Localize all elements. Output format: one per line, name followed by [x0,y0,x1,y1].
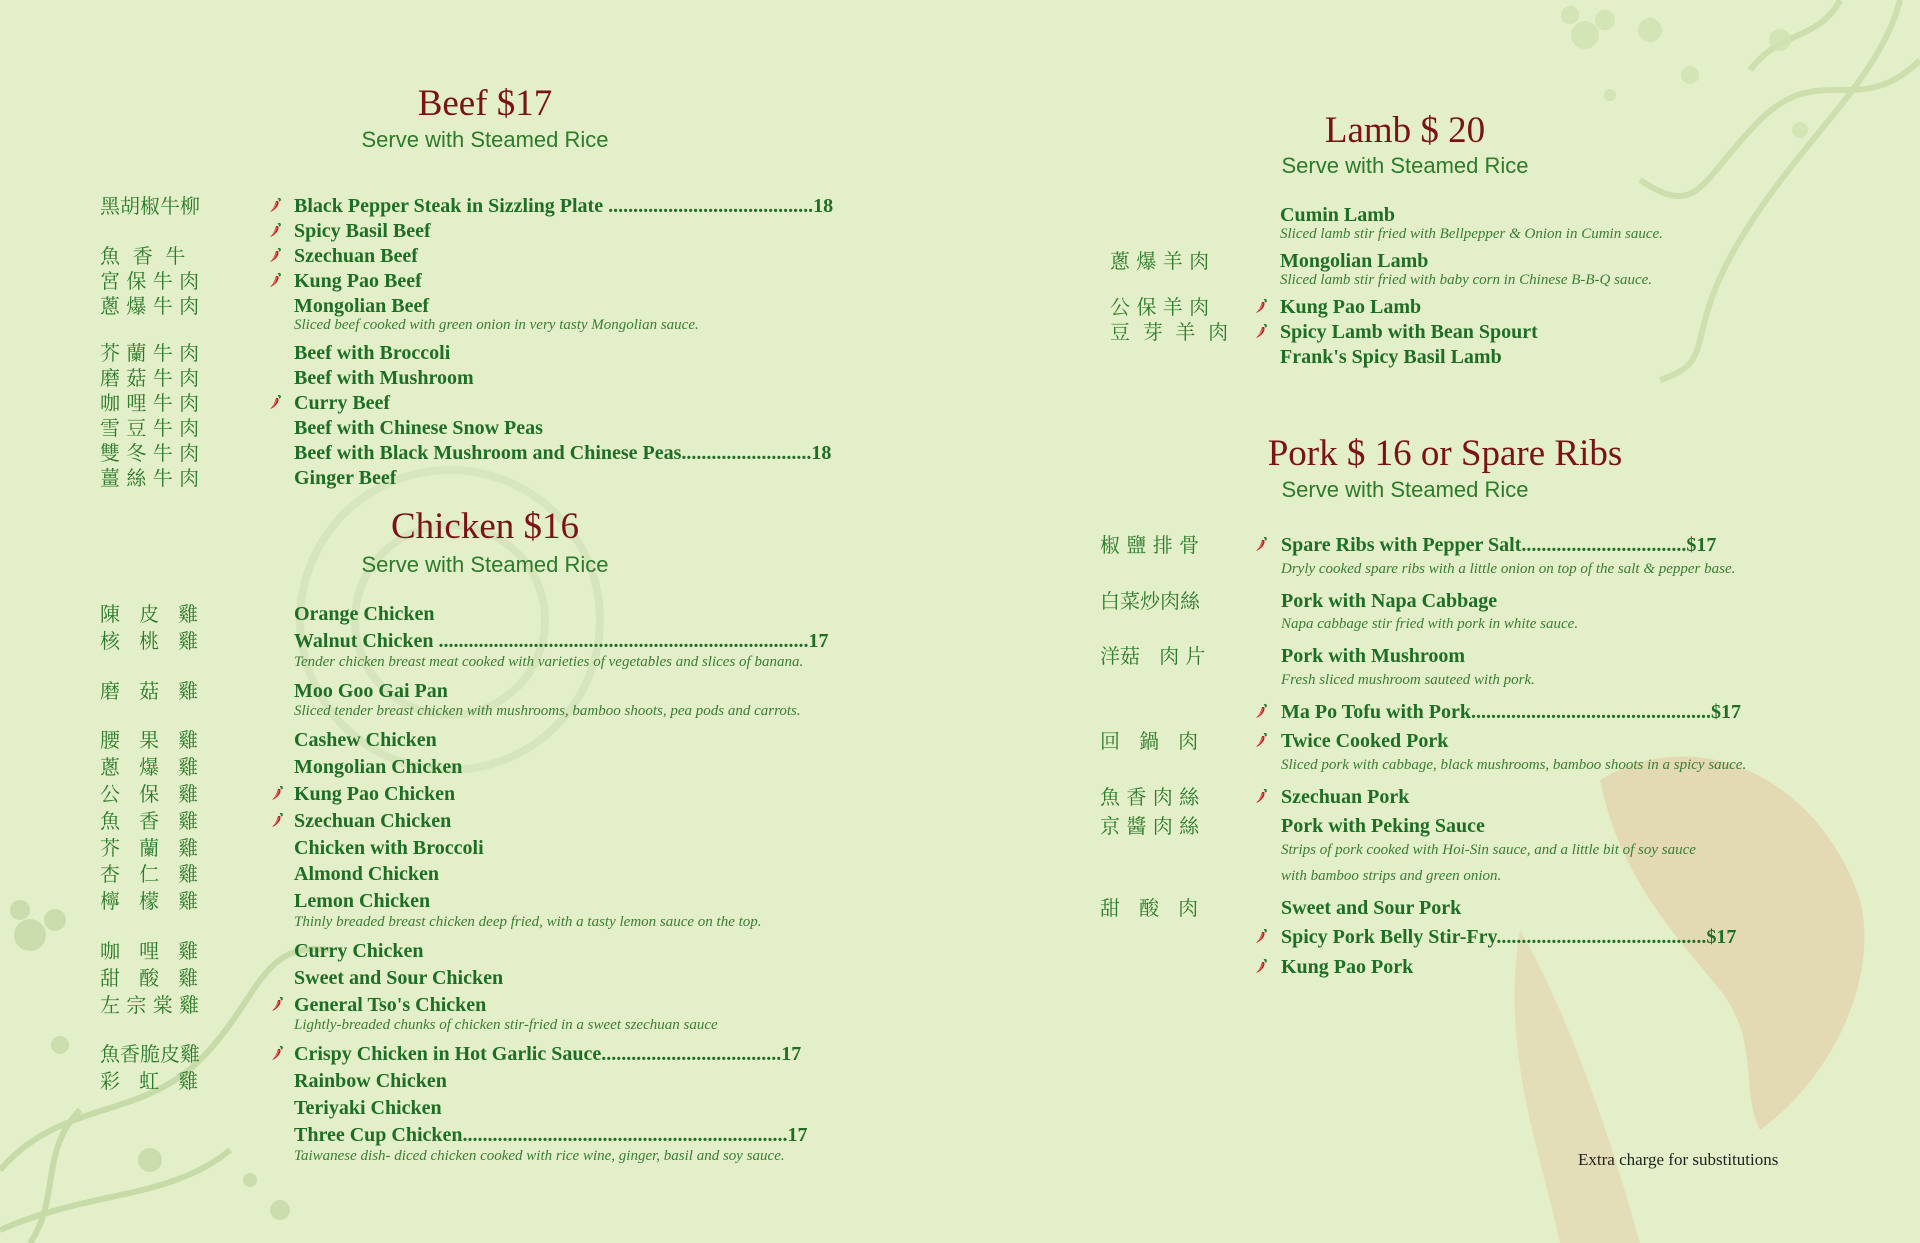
menu-item-name: Walnut Chicken ..........................................................................17 [294,629,829,652]
menu-item-name: Mongolian Lamb [1280,250,1429,272]
menu-item-name: Frank's Spicy Basil Lamb [1280,346,1502,368]
menu-item-name: Mongolian Chicken [294,756,463,779]
chinese-name: 核 桃 雞 [100,628,199,653]
chinese-name: 魚香脆皮雞 [100,1042,200,1067]
beef-section [100,83,860,490]
section-subtitle: Serve with Steamed Rice [361,127,609,152]
chinese-name: 蔥 爆 羊 肉 [1110,249,1210,273]
menu-item-description: Sliced pork with cabbage, black mushrooms, bamboo shoots in a spicy sauce. [1281,756,1747,773]
menu-item-name: Ginger Beef [294,467,397,489]
menu-item-name: Moo Goo Gai Pan [294,679,448,702]
section-title: Pork $ 16 or Spare Ribs [1267,433,1623,474]
menu-item-name: Beef with Broccoli [294,342,451,364]
chinese-name: 回 鍋 肉 [1100,729,1199,753]
chicken-section [100,508,860,1188]
menu-item-description: Napa cabbage stir fried with pork in white sauce. [1281,616,1579,632]
menu-item-name: Szechuan Chicken [294,809,452,832]
menu-item-name: Cashew Chicken [294,729,437,752]
chili-pepper-icon [270,785,284,801]
menu-item-description: Sliced beef cooked with green onion in very tasty Mongolian sauce. [294,317,699,333]
section-title: Beef $17 [417,83,553,124]
menu-item-name: Chicken with Broccoli [294,836,484,859]
chinese-name: 左 宗 棠 雞 [100,992,200,1017]
chili-pepper-icon [1254,928,1268,944]
menu-item-name: Mongolian Beef [294,295,429,317]
chinese-name: 陳 皮 雞 [100,602,199,626]
chinese-name: 蔥 爆 雞 [100,755,199,780]
menu-item-description: Fresh sliced mushroom sauteed with pork. [1281,671,1535,688]
chinese-name: 白菜炒肉絲 [1100,588,1200,613]
menu-item-name: Crispy Chicken in Hot Garlic Sauce....................................17 [294,1043,802,1066]
chinese-name: 檸 檬 雞 [100,889,199,914]
chili-pepper-icon [270,996,284,1012]
chinese-name: 雪 豆 牛 肉 [100,416,200,440]
chinese-name: 咖 哩 牛 肉 [100,391,200,415]
section-subtitle: Serve with Steamed Rice [1281,477,1529,502]
menu-item-name: Beef with Mushroom [294,367,474,389]
menu-item-description: Strips of pork cooked with Hoi-Sin sauce, and a little bit of soy sauce [1281,841,1696,858]
chili-pepper-icon [270,1045,284,1061]
chili-pepper-icon [1254,323,1268,339]
menu-item-name: Curry Chicken [294,940,424,962]
chili-pepper-icon [268,247,282,263]
chinese-name: 甜 酸 肉 [1100,895,1199,920]
menu-item-name: Orange Chicken [294,603,435,625]
menu-item-name: Spicy Basil Beef [294,220,431,242]
menu-item-name: Beef with Chinese Snow Peas [294,417,543,439]
menu-item-name: General Tso's Chicken [294,993,487,1016]
chinese-name: 京 醬 肉 絲 [1100,814,1200,838]
chinese-name: 芥 蘭 牛 肉 [100,341,200,365]
chinese-name: 公 保 羊 肉 [1110,295,1210,319]
menu-item-name: Three Cup Chicken.................................................................17 [294,1123,808,1146]
pork-section [1100,435,1860,1015]
chili-pepper-icon [268,272,282,288]
menu-item-name: Kung Pao Beef [294,270,422,292]
chili-pepper-icon [268,222,282,238]
menu-item-name: Teriyaki Chicken [294,1097,442,1119]
menu-item-description: Dryly cooked spare ribs with a little onion on top of the salt & pepper base. [1281,560,1736,577]
chinese-name: 咖 哩 雞 [100,939,199,963]
menu-item-name: Spicy Pork Belly Stir-Fry..........................................$17 [1281,926,1737,948]
chinese-name: 蔥 爆 牛 肉 [100,294,200,318]
menu-item-name: Ma Po Tofu with Pork................................................$17 [1281,700,1742,723]
chinese-name: 雙 冬 牛 肉 [100,441,200,465]
chinese-name: 黑胡椒牛柳 [100,194,200,218]
menu-item-name: Spicy Lamb with Bean Spourt [1280,321,1538,343]
menu-item-name: Szechuan Pork [1281,785,1410,808]
chinese-name: 磨 菇 牛 肉 [100,366,200,390]
menu-item-name: Pork with Mushroom [1281,645,1466,667]
chili-pepper-icon [270,812,284,828]
chili-pepper-icon [1254,958,1268,974]
menu-item-name: Spare Ribs with Pepper Salt.................................$17 [1281,534,1717,556]
chinese-name: 腰 果 雞 [100,728,199,753]
menu-item-description: Sliced lamb stir fried with baby corn in Chinese B-B-Q sauce. [1280,272,1653,288]
section-title: Lamb $ 20 [1324,110,1486,151]
chinese-name: 薑 絲 牛 肉 [100,466,200,490]
chili-pepper-icon [1254,732,1268,748]
menu-item-description: Tender chicken breast meat cooked with varieties of vegetables and slices of banana. [294,653,804,670]
menu-item-description: Thinly breaded breast chicken deep fried, with a tasty lemon sauce on the top. [294,914,762,930]
chinese-name: 彩 虹 雞 [100,1069,199,1094]
section-subtitle: Serve with Steamed Rice [1281,153,1529,178]
chinese-name: 豆 芽 羊 肉 [1110,320,1229,344]
menu-item-name: Kung Pao Pork [1281,955,1414,978]
menu-item-name: Black Pepper Steak in Sizzling Plate .........................................18 [294,195,834,217]
menu-item-description: Sliced lamb stir fried with Bellpepper & Onion in Cumin sauce. [1280,226,1663,242]
menu-item-description: with bamboo strips and green onion. [1281,867,1502,884]
chinese-name: 魚 香 肉 絲 [1100,784,1200,809]
chinese-name: 宮 保 牛 肉 [100,269,200,293]
menu-item-name: Sweet and Sour Chicken [294,966,504,989]
menu-item-description: Taiwanese dish- diced chicken cooked with rice wine, ginger, basil and soy sauce. [294,1147,785,1164]
chinese-name: 洋菇 肉 片 [1100,644,1206,668]
chinese-name: 魚 香 牛 [100,244,186,268]
menu-item-name: Rainbow Chicken [294,1070,447,1093]
chinese-name: 杏 仁 雞 [100,862,199,887]
menu-item-description: Sliced tender breast chicken with mushrooms, bamboo shoots, pea pods and carrots. [294,703,801,720]
chili-pepper-icon [1254,703,1268,719]
chinese-name: 椒 鹽 排 骨 [1100,533,1200,557]
section-subtitle: Serve with Steamed Rice [361,552,609,577]
substitution-note: Extra charge for substitutions [1578,1150,1779,1169]
menu-item-name: Szechuan Beef [294,245,418,267]
chili-pepper-icon [268,394,282,410]
menu-item-name: Curry Beef [294,392,391,414]
menu-item-name: Pork with Peking Sauce [1281,815,1485,837]
chili-pepper-icon [268,197,282,213]
chinese-name: 公 保 雞 [100,782,199,806]
menu-item-name: Sweet and Sour Pork [1281,896,1462,919]
menu-item-description: Lightly-breaded chunks of chicken stir-fried in a sweet szechuan sauce [294,1017,718,1034]
menu-item-name: Cumin Lamb [1280,204,1396,226]
chinese-name: 甜 酸 雞 [100,965,199,990]
lamb-section [1100,112,1860,392]
menu-item-name: Almond Chicken [294,863,440,886]
chili-pepper-icon [1254,788,1268,804]
menu-item-name: Twice Cooked Pork [1281,730,1449,752]
menu-item-name: Beef with Black Mushroom and Chinese Peas..........................18 [294,442,832,464]
chinese-name: 魚 香 雞 [100,808,199,833]
menu-item-name: Pork with Napa Cabbage [1281,589,1498,612]
chinese-name: 磨 菇 雞 [100,678,199,703]
section-title: Chicken $16 [390,506,580,547]
chili-pepper-icon [1254,298,1268,314]
menu-item-name: Kung Pao Lamb [1280,296,1422,318]
chinese-name: 芥 蘭 雞 [100,835,199,860]
menu-item-name: Kung Pao Chicken [294,783,456,805]
menu-item-name: Lemon Chicken [294,890,431,913]
chili-pepper-icon [1254,536,1268,552]
